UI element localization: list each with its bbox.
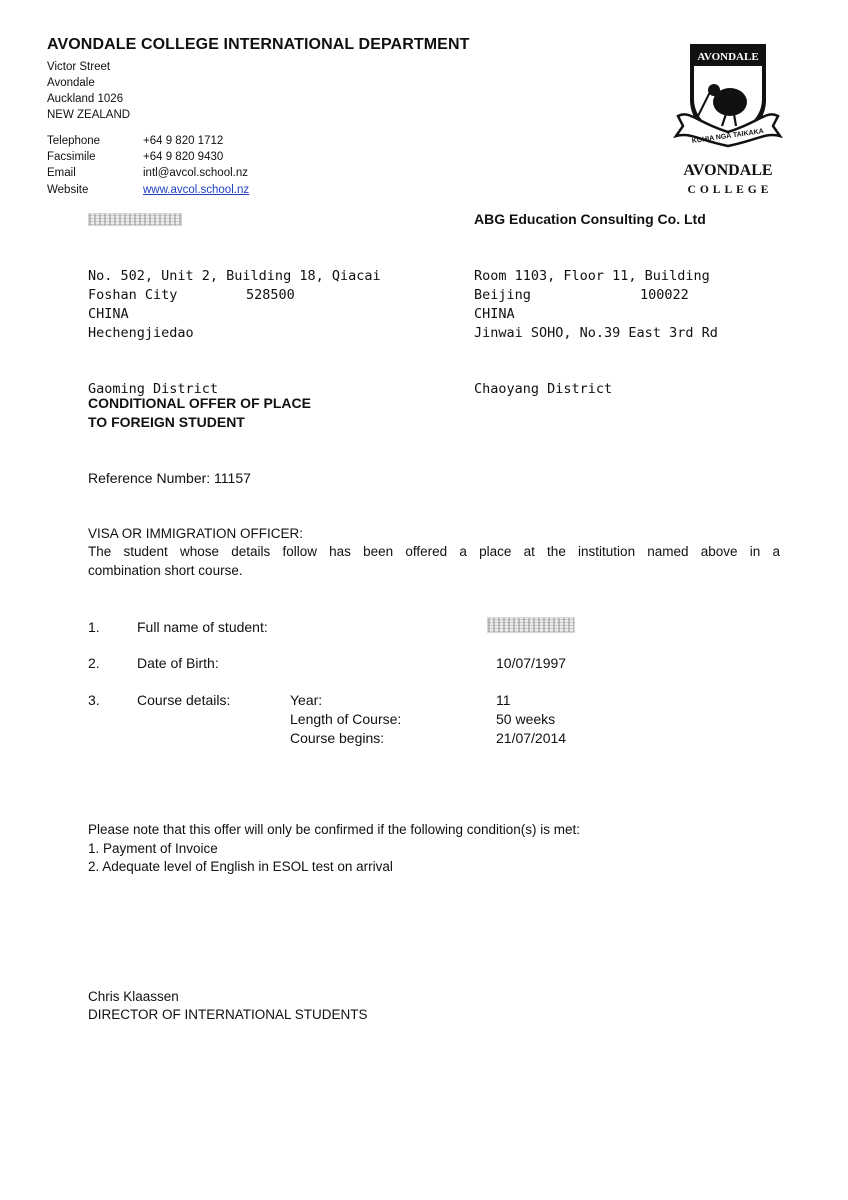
agent-line: Chaoyang District xyxy=(474,380,613,397)
length-value: 50 weeks xyxy=(496,711,556,727)
intro-line2: combination short course. xyxy=(88,563,243,578)
logo-name-line2: COLLEGE xyxy=(687,184,773,196)
agent-line: Room 1103, Floor 11, Building xyxy=(474,268,710,285)
recipient-line: Gaoming District xyxy=(88,380,219,397)
item-number: 3. xyxy=(88,692,100,708)
letter-title-line2: TO FOREIGN STUDENT xyxy=(88,414,245,430)
website-link[interactable]: www.avcol.school.nz xyxy=(143,184,250,196)
redacted-student-name xyxy=(88,213,182,226)
item-number: 1. xyxy=(88,619,100,635)
telephone-label: Telephone xyxy=(47,135,101,147)
address-line: Auckland 1026 xyxy=(47,93,124,105)
address-line: NEW ZEALAND xyxy=(47,109,131,121)
dob-value: 10/07/1997 xyxy=(496,655,567,671)
begins-label: Course begins: xyxy=(290,730,385,746)
recipient-address xyxy=(88,230,381,417)
conditions-intro: Please note that this offer will only be confirmed if the following condition(s) is met: xyxy=(88,822,580,837)
letter-title-line1: CONDITIONAL OFFER OF PLACE xyxy=(88,395,311,411)
agent-name: ABG Education Consulting Co. Ltd xyxy=(474,211,706,227)
course-details-label: Course details: xyxy=(137,692,231,708)
agent-country: CHINA xyxy=(474,306,515,322)
dob-label: Date of Birth: xyxy=(137,655,219,671)
department-title: AVONDALE COLLEGE INTERNATIONAL DEPARTMENT xyxy=(47,36,470,53)
agent-postcode: 100022 xyxy=(640,287,689,303)
length-label: Length of Course: xyxy=(290,711,402,727)
year-value: 11 xyxy=(496,692,511,708)
condition-item: 1. Payment of Invoice xyxy=(88,841,218,856)
logo-name-line1: AVONDALE xyxy=(683,162,773,179)
addressee: VISA OR IMMIGRATION OFFICER: xyxy=(88,526,304,541)
recipient-line: No. 502, Unit 2, Building 18, Qiacai xyxy=(88,268,381,285)
shield-text: AVONDALE xyxy=(697,51,759,63)
agent-city: Beijing xyxy=(474,287,531,303)
ribbon-text: KOHIA NGA TAIKAKA xyxy=(691,128,765,146)
redacted-full-name xyxy=(487,617,575,633)
intro-line1: The student whose details follow has been offered a place at the institution named above in a xyxy=(88,544,780,559)
year-label: Year: xyxy=(290,692,323,708)
recipient-country: CHINA xyxy=(88,306,129,322)
condition-item: 2. Adequate level of English in ESOL test on arrival xyxy=(88,859,393,874)
begins-value: 21/07/2014 xyxy=(496,730,567,746)
telephone-value: +64 9 820 1712 xyxy=(143,135,224,147)
email-value: intl@avcol.school.nz xyxy=(143,167,248,179)
address-line: Victor Street xyxy=(47,61,111,73)
address-line: Avondale xyxy=(47,77,95,89)
recipient-city: Foshan City xyxy=(88,287,178,303)
facsimile-label: Facsimile xyxy=(47,151,96,163)
kiwi-crest-icon xyxy=(672,40,784,152)
agent-line: Jinwai SOHO, No.39 East 3rd Rd xyxy=(474,324,718,341)
recipient-line: Hechengjiedao xyxy=(88,324,194,341)
email-label: Email xyxy=(47,167,76,179)
college-logo xyxy=(672,40,784,152)
recipient-postcode: 528500 xyxy=(246,287,295,303)
college-address xyxy=(47,59,130,123)
item-number: 2. xyxy=(88,655,100,671)
signatory-title: DIRECTOR OF INTERNATIONAL STUDENTS xyxy=(88,1007,368,1022)
facsimile-value: +64 9 820 9430 xyxy=(143,151,224,163)
full-name-label: Full name of student: xyxy=(137,619,268,635)
letter-title xyxy=(88,394,311,432)
reference-number: Reference Number: 11157 xyxy=(88,470,251,486)
signatory-name: Chris Klaassen xyxy=(88,989,179,1004)
website-label: Website xyxy=(47,184,89,196)
